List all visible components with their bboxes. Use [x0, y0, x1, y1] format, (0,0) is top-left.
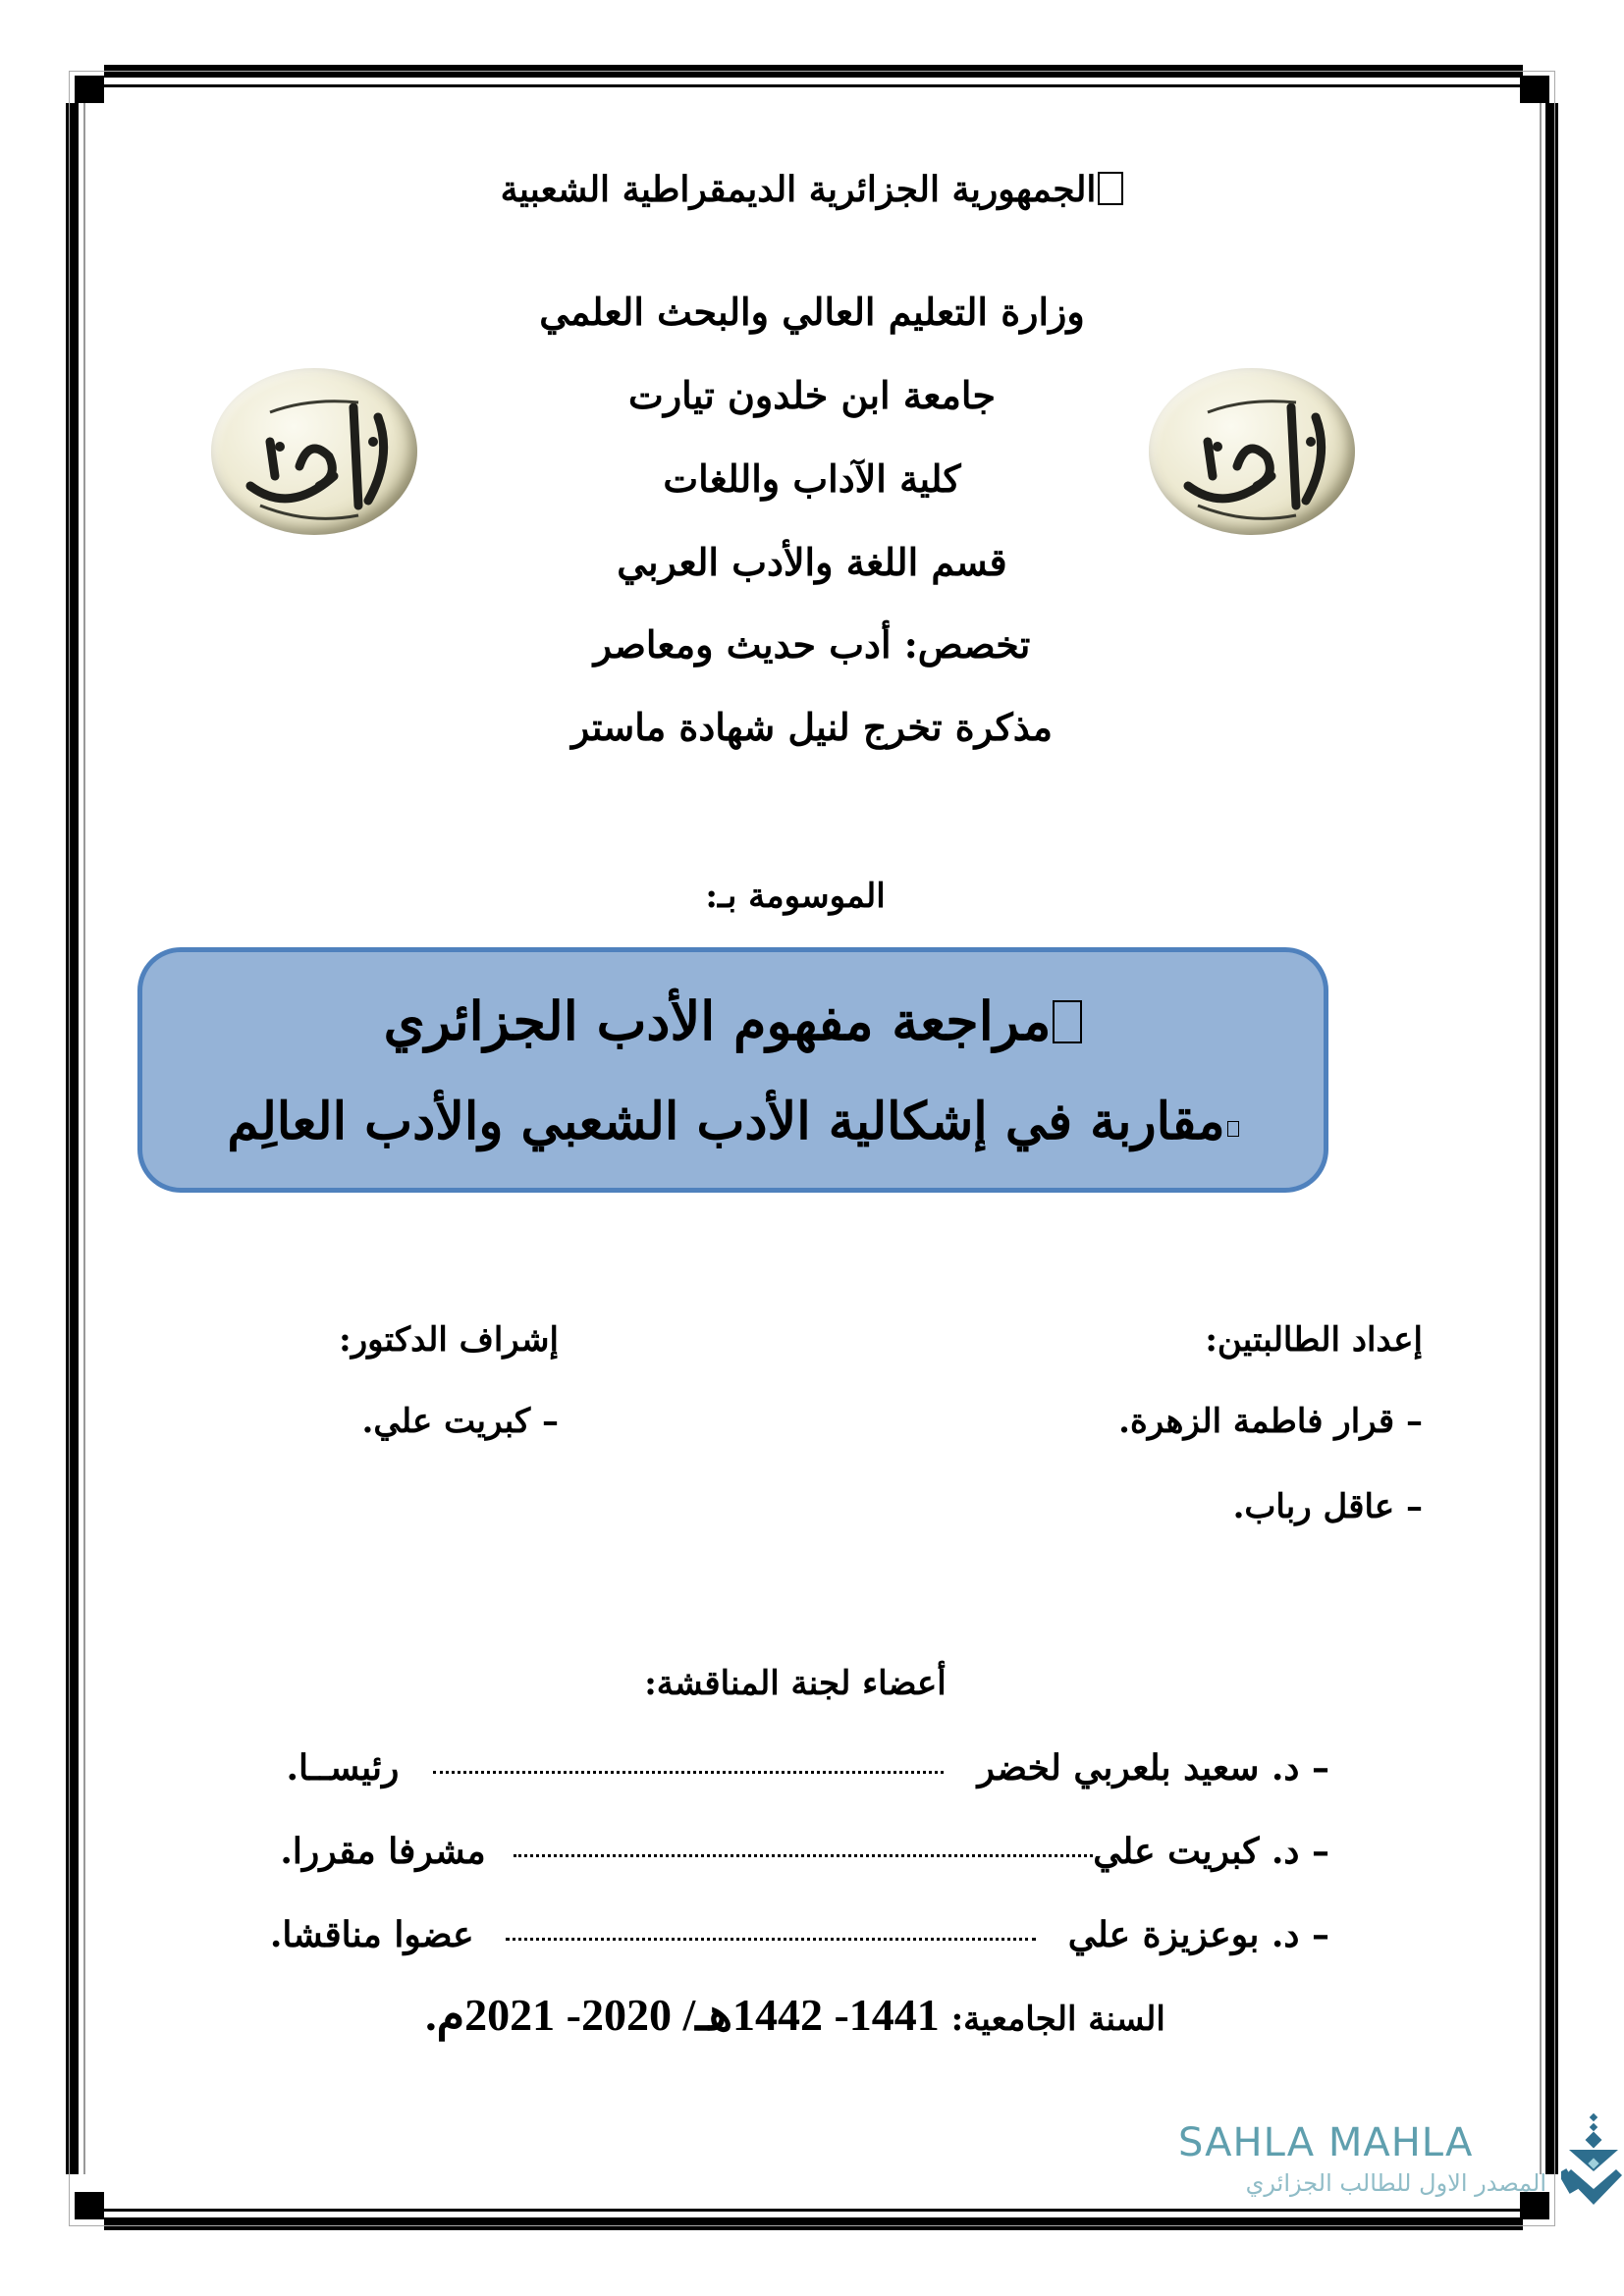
- thesis-type-line: مذكرة تخرج لنيل شهادة ماستر: [570, 705, 1054, 749]
- university-line: جامعة ابن خلدون تيارت: [628, 373, 996, 417]
- supervisor-label: إشراف الدكتور:: [339, 1320, 559, 1360]
- dotted-leader: [433, 1771, 944, 1774]
- member-name: – د. كبريت علي: [1093, 1831, 1329, 1872]
- committee-member-2: [280, 1831, 1329, 1872]
- sahla-mahla-logo-icon: [1561, 2110, 1624, 2209]
- faculty-line: كلية الآداب واللغات: [663, 456, 961, 501]
- member-name: – د. بوعزيزة علي: [1067, 1914, 1329, 1955]
- title-line-1-text: مراجعة مفهوم الأدب الجزائري: [383, 989, 1052, 1052]
- dotted-leader: [506, 1938, 1036, 1941]
- member-name: – د. سعيد بلعربي لخضر: [977, 1747, 1329, 1789]
- academic-year: [0, 1988, 1591, 2041]
- title-intro: الموسومة بـ:: [705, 877, 886, 916]
- committee-member-3: [270, 1914, 1329, 1955]
- ministry-line: وزارة التعليم العالي والبحث العلمي: [539, 290, 1085, 334]
- title-line-2-text: مقاربة في إشكالية الأدب الشعبي والأدب العالِم: [227, 1092, 1225, 1151]
- member-role: رئيســا.: [286, 1747, 400, 1789]
- missing-glyph-icon: [1227, 1121, 1239, 1137]
- calligraphy-seal-icon: [211, 368, 417, 535]
- republic-text: الجمهورية الجزائرية الديمقراطية الشعبية: [500, 169, 1097, 210]
- thesis-title-box: [137, 947, 1328, 1193]
- thesis-title-line-2: [142, 1092, 1324, 1151]
- committee-member-1: [286, 1747, 1329, 1789]
- calligraphy-seal-icon: [1149, 368, 1355, 535]
- committee-label: أعضاء لجنة المناقشة:: [644, 1664, 947, 1703]
- thesis-title-line-1: [142, 989, 1324, 1052]
- university-logo-left: [211, 368, 417, 535]
- member-role: عضوا مناقشا.: [269, 1914, 474, 1955]
- watermark-brand: SAHLA MAHLA: [1178, 2120, 1474, 2165]
- student-name-1: – قرار فاطمة الزهرة.: [1118, 1402, 1423, 1441]
- academic-year-value: 1441- 1442هـ/ 2020- 2021م.: [425, 1990, 940, 2040]
- students-label: إعداد الطالبتين:: [1205, 1320, 1423, 1360]
- missing-glyph-icon: [1053, 1000, 1082, 1043]
- republic-heading: [0, 169, 1624, 210]
- missing-glyph-icon: [1098, 172, 1123, 205]
- watermark-tagline: المصدر الاول للطالب الجزائري: [1245, 2169, 1546, 2197]
- dotted-leader: [514, 1854, 1093, 1857]
- department-line: قسم اللغة والأدب العربي: [617, 540, 1007, 584]
- member-role: مشرفا مقررا.: [280, 1831, 486, 1872]
- specialty-line: تخصص: أدب حديث ومعاصر: [593, 622, 1031, 667]
- supervisor-name: – كبريت علي.: [361, 1402, 559, 1441]
- university-logo-right: [1149, 368, 1355, 535]
- student-name-2: – عاقل رباب.: [1232, 1487, 1423, 1526]
- academic-year-label: السنة الجامعية:: [950, 2000, 1165, 2039]
